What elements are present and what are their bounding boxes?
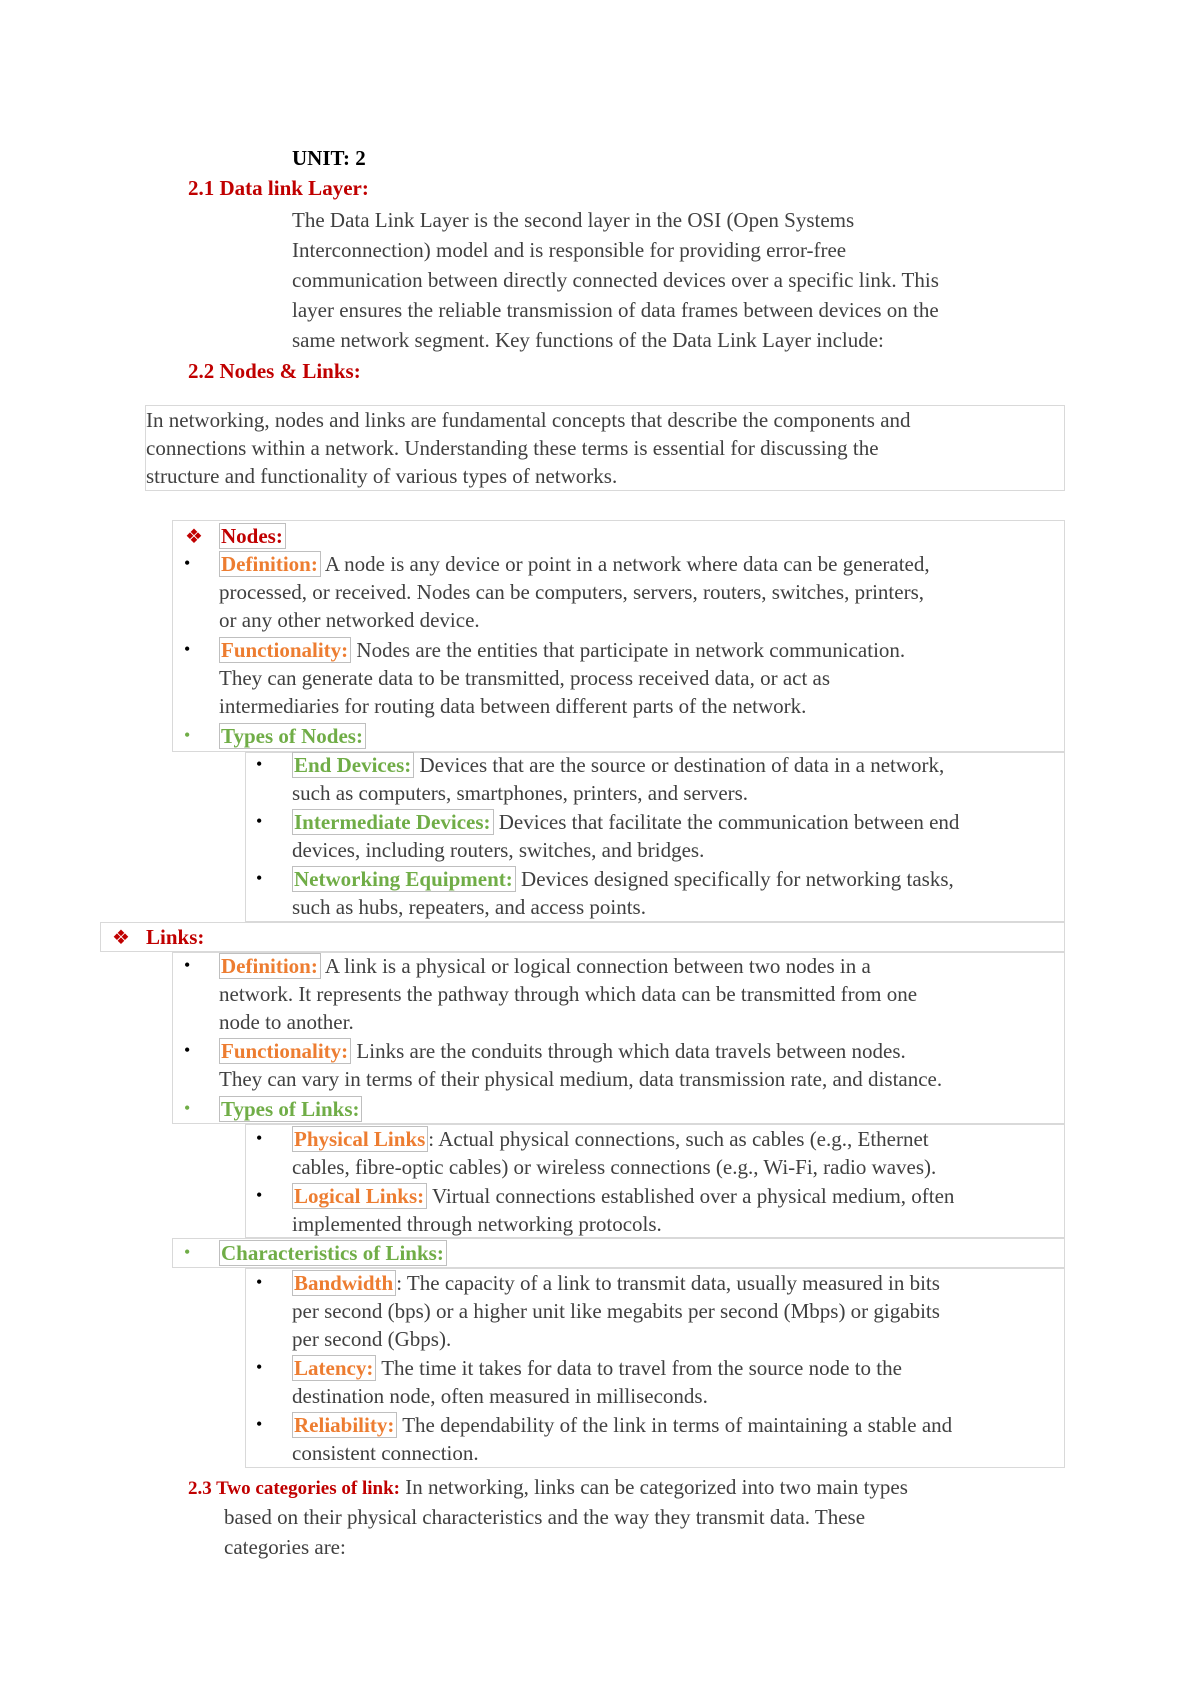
section-2-3-heading: 2.3 Two categories of link: (188, 1478, 400, 1499)
links-title: Links: (146, 925, 205, 949)
bullet-icon: • (256, 1185, 263, 1205)
latency-term: Latency: (292, 1355, 376, 1381)
links-types-row (219, 1095, 362, 1123)
diamond-bullet-icon: ❖ (112, 927, 130, 949)
links-functionality (219, 1037, 942, 1093)
bullet-icon: • (184, 1098, 191, 1118)
nodes-functionality-term: Functionality: (219, 637, 351, 663)
nodes-types-row (219, 722, 366, 750)
nodes-definition-line: processed, or received. Nodes can be computers, servers, routers, switches, printers, (219, 580, 925, 604)
intermediate-devices-term: Intermediate Devices: (292, 809, 494, 835)
intermediate-devices-item (292, 808, 959, 864)
links-functionality-term: Functionality: (219, 1038, 351, 1064)
intro-line: In networking, nodes and links are fundamental concepts that describe the components and (146, 408, 911, 432)
bandwidth-line: per second (bps) or a higher unit like megabits per second (Mbps) or gigabits (292, 1299, 940, 1323)
links-functionality-line: Links are the conduits through which data travels between nodes. (351, 1039, 906, 1063)
networking-equipment-line: Devices designed specifically for networking tasks, (515, 867, 954, 891)
section-2-3-line: based on their physical characteristics and the way they transmit data. These (224, 1505, 866, 1529)
end-devices-term: End Devices: (292, 752, 414, 778)
reliability-line: The dependability of the link in terms of maintaining a stable and (397, 1413, 953, 1437)
bullet-icon: • (256, 811, 263, 831)
bandwidth-line: : The capacity of a link to transmit data, usually measured in bits (396, 1271, 940, 1295)
nodes-definition-line: or any other networked device. (219, 608, 480, 632)
end-devices-line: such as computers, smartphones, printers, and servers. (292, 781, 749, 805)
logical-links-item (292, 1182, 954, 1238)
section-2-1-line: layer ensures the reliable transmission of data frames between devices on the (292, 298, 939, 322)
logical-links-line: Virtual connections established over a physical medium, often (427, 1184, 955, 1208)
bullet-icon: • (184, 639, 191, 659)
bullet-icon: • (184, 1040, 191, 1060)
networking-equipment-term: Networking Equipment: (292, 866, 516, 892)
end-devices-item (292, 751, 944, 807)
bullet-icon: • (184, 553, 191, 573)
physical-links-term: Physical Links (292, 1126, 428, 1152)
characteristics-row (219, 1239, 447, 1267)
bullet-icon: • (256, 754, 263, 774)
nodes-title-row (219, 522, 286, 550)
section-2-1-line: The Data Link Layer is the second layer in the OSI (Open Systems (292, 208, 855, 232)
nodes-definition (219, 550, 930, 634)
bullet-icon: • (256, 1128, 263, 1148)
nodes-title: Nodes: (219, 523, 286, 549)
links-title-row (146, 923, 204, 951)
nodes-definition-line: A node is any device or point in a network where data can be generated, (320, 552, 930, 576)
section-2-2-heading: 2.2 Nodes & Links: (188, 359, 361, 383)
nodes-types-title: Types of Nodes: (219, 723, 366, 749)
nodes-definition-term: Definition: (219, 551, 321, 577)
bullet-icon: • (184, 1242, 191, 1262)
nodes-functionality-line: Nodes are the entities that participate in network communication. (351, 638, 906, 662)
section-2-3-heading-num (188, 1475, 400, 1499)
links-types-title: Types of Links: (219, 1096, 362, 1122)
unit-title: UNIT: 2 (292, 146, 366, 170)
physical-links-item (292, 1125, 936, 1181)
bandwidth-term: Bandwidth (292, 1270, 396, 1296)
latency-item (292, 1354, 902, 1410)
latency-line: destination node, often measured in milliseconds. (292, 1384, 708, 1408)
links-title-box (100, 922, 1065, 952)
links-definition (219, 952, 917, 1036)
bandwidth-item (292, 1269, 940, 1353)
section-2-3-continued (224, 1502, 865, 1562)
reliability-line: consistent connection. (292, 1441, 479, 1465)
bullet-icon: • (184, 955, 191, 975)
end-devices-line: Devices that are the source or destination of data in a network, (414, 753, 945, 777)
bullet-icon: • (256, 868, 263, 888)
intermediate-devices-line: Devices that facilitate the communication between end (493, 810, 960, 834)
logical-links-line: implemented through networking protocols. (292, 1212, 662, 1236)
section-2-3 (188, 1472, 908, 1504)
diamond-bullet-icon: ❖ (185, 526, 203, 548)
section-2-1-line: Interconnection) model and is responsible for providing error-free (292, 238, 847, 262)
nodes-functionality-line: intermediaries for routing data between different parts of the network. (219, 694, 807, 718)
physical-links-line: : Actual physical connections, such as cables (e.g., Ethernet (428, 1127, 929, 1151)
bullet-icon: • (256, 1414, 263, 1434)
nodes-functionality-line: They can generate data to be transmitted, process received data, or act as (219, 666, 831, 690)
section-2-3-line: In networking, links can be categorized into two main types (399, 1475, 908, 1499)
bandwidth-line: per second (Gbps). (292, 1327, 452, 1351)
links-definition-line: network. It represents the pathway through which data can be transmitted from one (219, 982, 918, 1006)
section-2-1-line: communication between directly connected devices over a specific link. This (292, 268, 939, 292)
section-2-2-intro (146, 406, 911, 490)
nodes-functionality (219, 636, 905, 720)
logical-links-term: Logical Links: (292, 1183, 427, 1209)
section-2-3-line: categories are: (224, 1535, 346, 1559)
reliability-term: Reliability: (292, 1412, 397, 1438)
section-2-1-body (292, 205, 939, 355)
links-definition-term: Definition: (219, 953, 321, 979)
reliability-item (292, 1411, 952, 1467)
intermediate-devices-line: devices, including routers, switches, and bridges. (292, 838, 705, 862)
links-functionality-line: They can vary in terms of their physical medium, data transmission rate, and distance. (219, 1067, 943, 1091)
bullet-icon: • (256, 1272, 263, 1292)
links-definition-line: node to another. (219, 1010, 354, 1034)
networking-equipment-line: such as hubs, repeaters, and access points. (292, 895, 646, 919)
latency-line: The time it takes for data to travel from the source node to the (376, 1356, 902, 1380)
bullet-icon: • (184, 725, 191, 745)
links-definition-line: A link is a physical or logical connection between two nodes in a (320, 954, 871, 978)
characteristics-title: Characteristics of Links: (219, 1240, 447, 1266)
bullet-icon: • (256, 1357, 263, 1377)
networking-equipment-item (292, 865, 954, 921)
intro-line: connections within a network. Understanding these terms is essential for discussing the (146, 436, 879, 460)
physical-links-line: cables, fibre-optic cables) or wireless connections (e.g., Wi-Fi, radio waves). (292, 1155, 937, 1179)
section-2-1-heading: 2.1 Data link Layer: (188, 176, 369, 200)
section-2-1-line: same network segment. Key functions of the Data Link Layer include: (292, 328, 884, 352)
intro-line: structure and functionality of various types of networks. (146, 464, 618, 488)
